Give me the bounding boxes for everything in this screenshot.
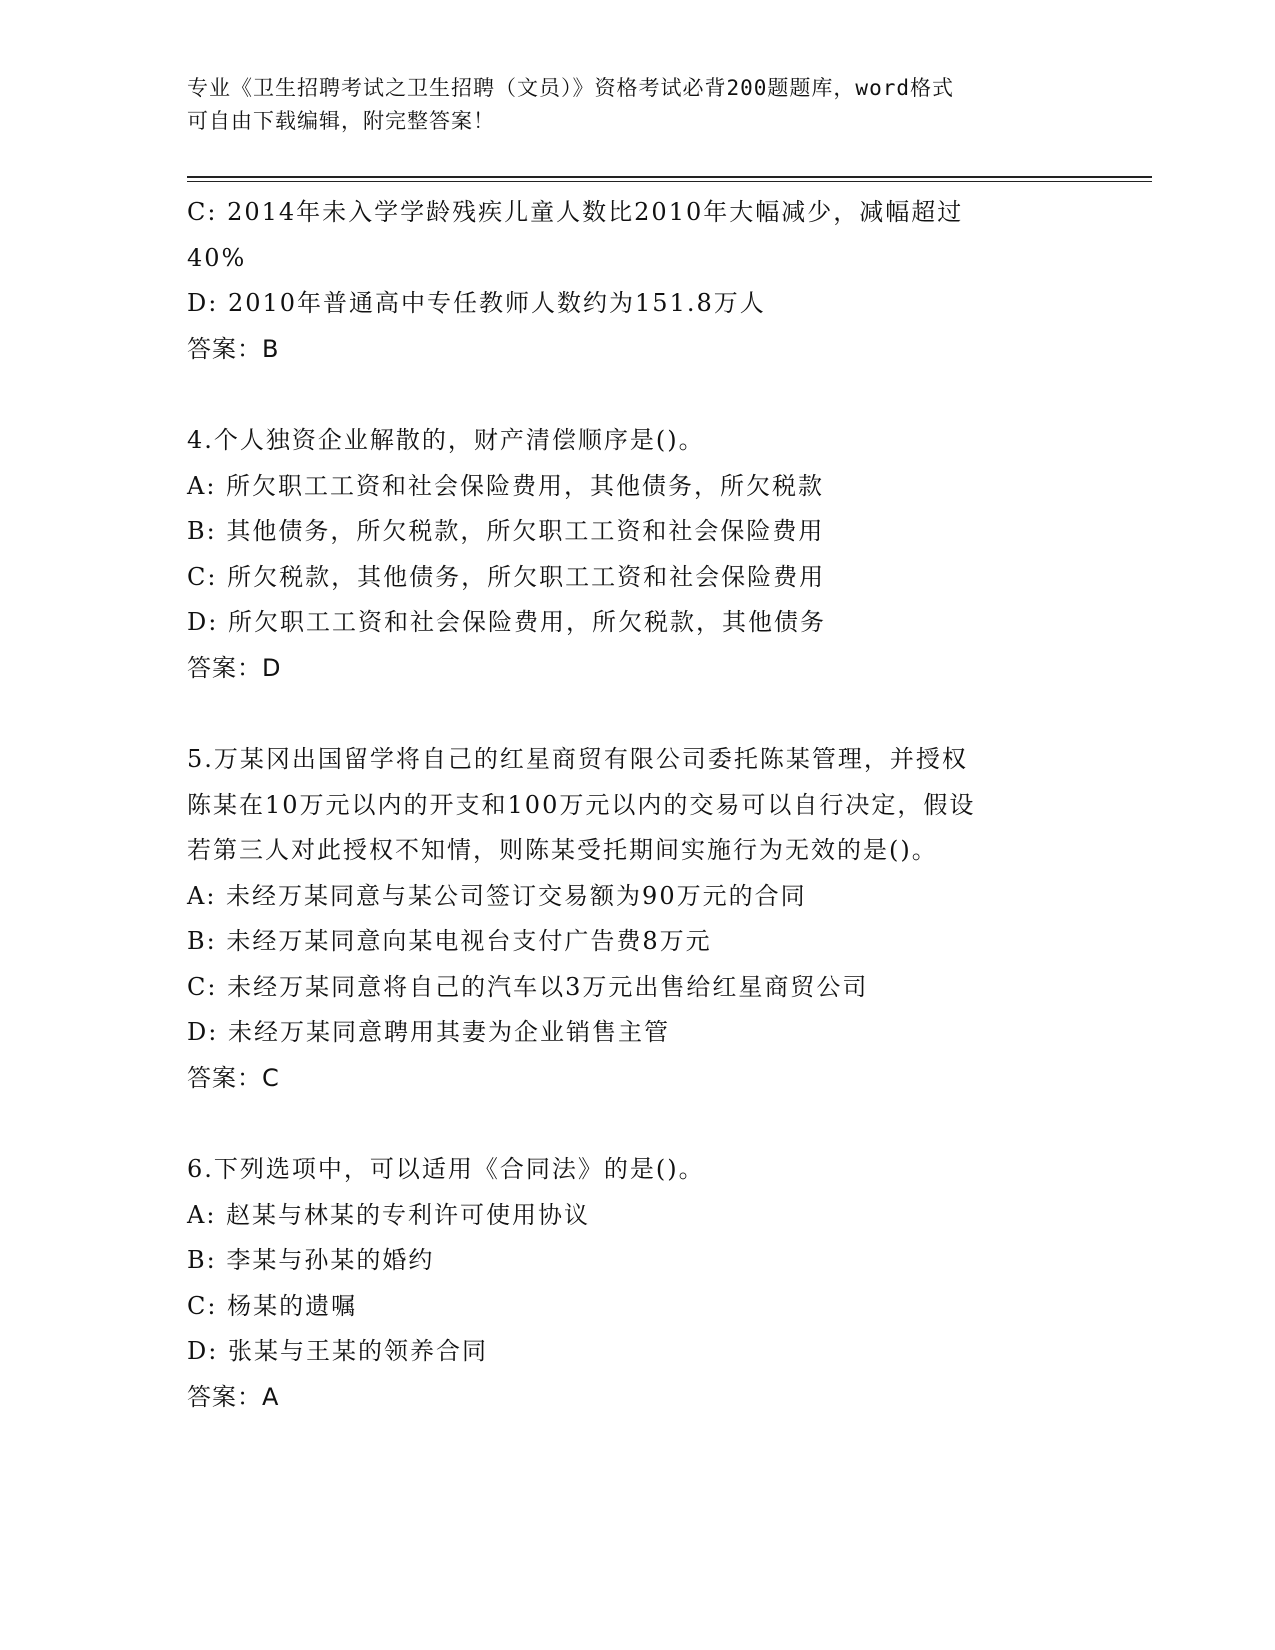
- option-line: B: 李某与孙某的婚约: [187, 1246, 435, 1274]
- option-line: B: 其他债务，所欠税款，所欠职工工资和社会保险费用: [187, 517, 825, 545]
- spacer: [187, 372, 1087, 418]
- answer-line: 答案：C: [187, 1063, 280, 1092]
- header-line-1: 专业《卫生招聘考试之卫生招聘（文员）》资格考试必背200题题库，word格式: [187, 76, 954, 100]
- question-block-6: [187, 1147, 1087, 1420]
- question-stem: 陈某在10万元以内的开支和100万元以内的交易可以自行决定，假设: [187, 790, 976, 819]
- spacer: [187, 1101, 1087, 1147]
- option-line: D: 所欠职工工资和社会保险费用，所欠税款，其他债务: [187, 608, 826, 636]
- question-stem: 6.下列选项中，可以适用《合同法》的是()。: [187, 1155, 705, 1183]
- option-line: C: 未经万某同意将自己的汽车以3万元出售给红星商贸公司: [187, 972, 869, 1001]
- option-line: A: 赵某与林某的专利许可使用协议: [187, 1200, 591, 1229]
- option-line: C: 所欠税款，其他债务，所欠职工工资和社会保险费用: [187, 562, 826, 591]
- option-line: C: 杨某的遗嘱: [187, 1291, 358, 1320]
- document-header: [187, 72, 1087, 138]
- header-rule-thick: [187, 176, 1152, 178]
- question-stem: 5.万某冈出国留学将自己的红星商贸有限公司委托陈某管理，并授权: [187, 745, 968, 773]
- question-block-4: [187, 418, 1087, 691]
- option-line: D: 未经万某同意聘用其妻为企业销售主管: [187, 1018, 670, 1046]
- question-stem: 4.个人独资企业解散的，财产清偿顺序是()。: [187, 426, 705, 454]
- option-line: D: 张某与王某的领养合同: [187, 1337, 488, 1365]
- option-line: D: 2010年普通高中专任教师人数约为151.8万人: [187, 289, 766, 317]
- option-line: A: 所欠职工工资和社会保险费用，其他债务，所欠税款: [187, 471, 825, 500]
- question-content: [187, 190, 1087, 1420]
- question-block-continuation: [187, 190, 1087, 372]
- answer-line: 答案：A: [187, 1382, 280, 1411]
- answer-line: 答案：D: [187, 653, 282, 682]
- option-line: A: 未经万某同意与某公司签订交易额为90万元的合同: [187, 881, 807, 910]
- spacer: [187, 691, 1087, 737]
- option-line: B: 未经万某同意向某电视台支付广告费8万元: [187, 927, 712, 955]
- option-line: C: 2014年未入学学龄残疾儿童人数比2010年大幅减少，减幅超过: [187, 198, 964, 226]
- question-stem: 若第三人对此授权不知情，则陈某受托期间实施行为无效的是()。: [187, 836, 938, 864]
- answer-line: 答案：B: [187, 334, 280, 363]
- header-line-2: 可自由下载编辑，附完整答案！: [187, 109, 495, 133]
- option-line: 40%: [187, 243, 247, 272]
- header-rule-thin: [187, 181, 1152, 182]
- question-block-5: [187, 737, 1087, 1101]
